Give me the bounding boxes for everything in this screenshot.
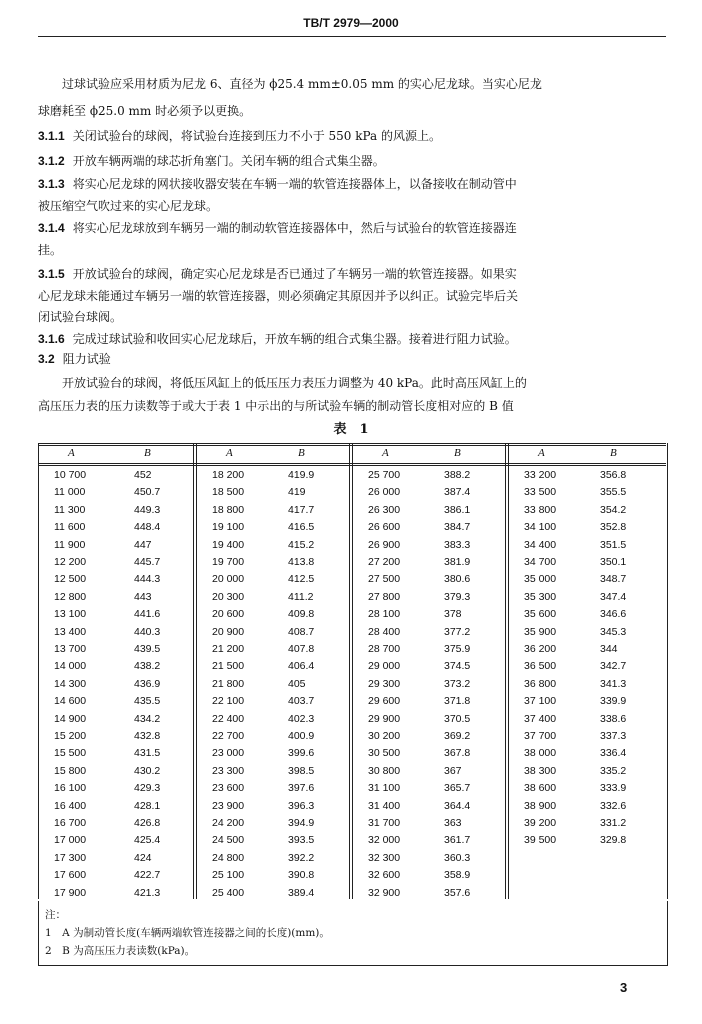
cell-b: 377.2 (444, 625, 471, 638)
cell-b: 416.5 (288, 521, 315, 534)
cell-b: 357.6 (444, 886, 471, 899)
paragraph-line-p4b (38, 242, 62, 258)
paragraph-text: 心尼龙球未能通过车辆另一端的软管连接器，则必须确定其原因并予以纠正。试验完毕后关 (38, 289, 519, 303)
cell-a: 37 700 (524, 730, 557, 742)
paragraph-line-p7 (38, 351, 111, 367)
cell-b: 406.4 (288, 660, 315, 673)
header-b: B (610, 447, 617, 459)
cell-b: 375.9 (444, 643, 471, 655)
cell-a: 13 100 (54, 608, 87, 621)
paragraph-text: 完成过球试验和收回实心尼龙球后，开放车辆的组合式集尘器。接着进行阻力试验。 (72, 332, 517, 346)
cell-b: 411.2 (288, 590, 314, 603)
cell-a: 16 700 (54, 817, 87, 829)
cell-b: 415.2 (288, 538, 315, 551)
cell-a: 27 500 (368, 573, 401, 586)
paragraph-text: 高压压力表的压力读数等于或大于表 1 中示出的与所试验车辆的制动管长度相对应的 B 值 (38, 399, 514, 413)
cell-b: 425.4 (134, 834, 161, 847)
cell-b: 381.9 (444, 556, 471, 568)
paragraph-line-p0b (38, 103, 251, 119)
clause-number: 3.1.1 (38, 129, 65, 143)
cell-b: 337.3 (600, 730, 627, 742)
cell-b: 332.6 (600, 799, 627, 812)
paragraph-line-p3b (38, 198, 218, 214)
cell-a: 23 300 (212, 764, 245, 777)
cell-a: 10 700 (54, 469, 87, 481)
cell-b: 394.9 (288, 817, 315, 829)
cell-b: 352.8 (600, 521, 627, 534)
cell-b: 397.6 (288, 782, 315, 795)
cell-b: 341.3 (600, 677, 627, 690)
paragraph-text: 被压缩空气吹过来的实心尼龙球。 (38, 199, 219, 213)
table-caption: 表 1 (333, 422, 369, 437)
cell-b: 386.1 (444, 503, 471, 516)
cell-a: 28 400 (368, 625, 401, 638)
cell-b: 399.6 (288, 747, 315, 760)
cell-b: 346.6 (600, 608, 627, 621)
cell-a: 22 400 (212, 712, 245, 725)
cell-a: 38 300 (524, 764, 557, 777)
cell-a: 21 800 (212, 677, 245, 690)
cell-a: 23 900 (212, 799, 245, 812)
cell-b: 371.8 (444, 695, 471, 708)
cell-b: 403.7 (288, 695, 315, 708)
paragraph-line-p2 (38, 153, 385, 169)
cell-b: 435.5 (134, 695, 161, 708)
cell-a: 23 000 (212, 747, 245, 760)
cell-a: 35 600 (524, 608, 557, 621)
cell-a: 38 900 (524, 799, 557, 812)
cell-a: 22 100 (212, 695, 245, 708)
paragraph-text: 开放车辆两端的球芯折角塞门。关闭车辆的组合式集尘器。 (72, 154, 385, 168)
cell-a: 20 600 (212, 608, 245, 621)
cell-a: 26 900 (368, 538, 401, 551)
cell-b: 419.9 (288, 469, 315, 481)
clause-number: 3.1.2 (38, 154, 65, 168)
cell-a: 19 700 (212, 556, 245, 568)
cell-b: 392.2 (288, 851, 315, 864)
cell-a: 18 200 (212, 469, 245, 481)
cell-a: 24 500 (212, 834, 245, 847)
cell-b: 351.5 (600, 538, 627, 551)
cell-b: 429.3 (134, 782, 161, 795)
cell-a: 15 800 (54, 764, 87, 777)
cell-a: 13 700 (54, 643, 87, 655)
cell-a: 20 900 (212, 625, 245, 638)
cell-a: 29 000 (368, 660, 401, 673)
cell-b: 361.7 (444, 834, 471, 847)
cell-a: 11 600 (54, 521, 86, 534)
cell-b: 331.2 (600, 817, 627, 829)
cell-b: 424 (134, 851, 152, 864)
cell-b: 364.4 (444, 799, 471, 812)
cell-a: 29 900 (368, 712, 401, 725)
cell-a: 32 600 (368, 869, 401, 882)
table-rule (38, 445, 666, 446)
cell-b: 452 (134, 469, 152, 481)
table-rule (38, 465, 666, 466)
cell-b: 430.2 (134, 764, 161, 777)
cell-b: 358.9 (444, 869, 471, 882)
cell-a: 21 200 (212, 643, 245, 655)
cell-a: 19 100 (212, 521, 245, 534)
cell-a: 37 400 (524, 712, 557, 725)
table-1 (38, 443, 666, 966)
cell-b: 438.2 (134, 660, 161, 673)
cell-a: 30 500 (368, 747, 401, 760)
paragraph-text: 关闭试验台的球阀，将试验台连接到压力不小于 550 kPa 的风源上。 (72, 129, 442, 143)
cell-a: 32 900 (368, 886, 401, 899)
cell-b: 402.3 (288, 712, 315, 725)
cell-a: 30 800 (368, 764, 401, 777)
header-a: A (382, 447, 389, 459)
cell-b: 439.5 (134, 643, 161, 655)
clause-number: 3.1.6 (38, 332, 65, 346)
cell-b: 387.4 (444, 486, 471, 499)
cell-a: 35 900 (524, 625, 557, 638)
cell-b: 405 (288, 677, 306, 690)
cell-a: 19 400 (212, 538, 245, 551)
cell-a: 11 000 (54, 486, 86, 499)
header-b: B (144, 447, 151, 459)
cell-b: 396.3 (288, 799, 315, 812)
cell-b: 409.8 (288, 608, 315, 621)
cell-b: 338.6 (600, 712, 627, 725)
clause-number: 3.1.5 (38, 267, 65, 281)
cell-a: 29 300 (368, 677, 401, 690)
clause-number: 3.2 (38, 352, 55, 366)
cell-b: 383.3 (444, 538, 471, 551)
cell-b: 367 (444, 764, 462, 777)
cell-a: 26 000 (368, 486, 401, 499)
cell-a: 36 500 (524, 660, 557, 673)
cell-b: 370.5 (444, 712, 471, 725)
cell-b: 345.3 (600, 625, 627, 638)
cell-b: 354.2 (600, 503, 627, 516)
table-rule (38, 463, 666, 464)
header-a: A (226, 447, 233, 459)
cell-b: 419 (288, 486, 306, 499)
cell-b: 373.2 (444, 677, 471, 690)
cell-a: 31 400 (368, 799, 401, 812)
cell-a: 24 800 (212, 851, 245, 864)
cell-a: 14 600 (54, 695, 87, 708)
cell-b: 440.3 (134, 625, 161, 638)
cell-a: 18 500 (212, 486, 245, 499)
cell-b: 441.6 (134, 608, 161, 621)
cell-a: 31 100 (368, 782, 401, 795)
notes-title: 注： (45, 909, 66, 921)
cell-a: 16 100 (54, 782, 87, 795)
cell-a: 17 300 (54, 851, 87, 864)
cell-a: 14 000 (54, 660, 87, 673)
cell-a: 33 800 (524, 503, 557, 516)
paragraph-line-p5b (38, 288, 518, 304)
cell-b: 443 (134, 590, 152, 603)
cell-a: 36 200 (524, 643, 557, 655)
cell-a: 38 600 (524, 782, 557, 795)
cell-b: 344 (600, 643, 618, 655)
cell-b: 444.3 (134, 573, 161, 586)
cell-a: 36 800 (524, 677, 557, 690)
paragraph-text: 将实心尼龙球的网状接收器安装在车辆一端的软管连接器体上，以备接收在制动管中 (72, 177, 517, 191)
cell-b: 342.7 (600, 660, 627, 673)
cell-a: 21 500 (212, 660, 245, 673)
cell-a: 33 200 (524, 469, 557, 481)
header-a: A (538, 447, 545, 459)
cell-b: 393.5 (288, 834, 315, 847)
paragraph-text: 开放试验台的球阀，确定实心尼龙球是否已通过了车辆另一端的软管连接器。如果实 (72, 267, 517, 281)
header-b: B (298, 447, 305, 459)
paragraph-text: 阻力试验 (62, 352, 111, 366)
header-b: B (454, 447, 461, 459)
cell-a: 24 200 (212, 817, 245, 829)
cell-a: 13 400 (54, 625, 87, 638)
cell-a: 11 900 (54, 538, 86, 551)
cell-b: 390.8 (288, 869, 315, 882)
paragraph-line-p6 (38, 331, 517, 347)
cell-a: 23 600 (212, 782, 245, 795)
cell-a: 27 800 (368, 590, 401, 603)
clause-number: 3.1.3 (38, 177, 65, 191)
cell-b: 398.5 (288, 764, 315, 777)
paragraph-line-p8a (38, 375, 527, 391)
paragraph-line-p4a (38, 220, 517, 236)
paragraph-text: 挂。 (38, 243, 63, 257)
cell-b: 400.9 (288, 730, 315, 742)
cell-b: 447 (134, 538, 152, 551)
paragraph-line-p0a (38, 76, 542, 92)
cell-a: 26 600 (368, 521, 401, 534)
cell-a: 28 100 (368, 608, 401, 621)
cell-a: 32 000 (368, 834, 401, 847)
cell-b: 428.1 (134, 799, 161, 812)
cell-b: 348.7 (600, 573, 627, 586)
cell-b: 336.4 (600, 747, 627, 760)
cell-b: 356.8 (600, 469, 627, 481)
cell-b: 380.6 (444, 573, 471, 586)
cell-b: 379.3 (444, 590, 471, 603)
cell-a: 20 000 (212, 573, 245, 586)
cell-a: 39 500 (524, 834, 557, 847)
cell-b: 432.8 (134, 730, 161, 742)
table-rule (38, 443, 666, 444)
cell-a: 25 400 (212, 886, 245, 899)
cell-a: 35 300 (524, 590, 557, 603)
cell-b: 422.7 (134, 869, 161, 882)
cell-a: 11 300 (54, 503, 86, 516)
cell-a: 22 700 (212, 730, 245, 742)
cell-b: 363 (444, 817, 462, 829)
cell-b: 408.7 (288, 625, 315, 638)
cell-a: 16 400 (54, 799, 87, 812)
cell-a: 20 300 (212, 590, 245, 603)
cell-b: 374.5 (444, 660, 471, 673)
cell-b: 421.3 (134, 886, 161, 899)
cell-b: 417.7 (288, 503, 315, 516)
cell-b: 369.2 (444, 730, 471, 742)
cell-b: 388.2 (444, 469, 471, 481)
cell-b: 448.4 (134, 521, 161, 534)
cell-b: 449.3 (134, 503, 161, 516)
cell-b: 412.5 (288, 573, 315, 586)
cell-a: 30 200 (368, 730, 401, 742)
cell-b: 378 (444, 608, 462, 621)
cell-a: 34 400 (524, 538, 557, 551)
cell-a: 12 800 (54, 590, 87, 603)
cell-b: 333.9 (600, 782, 627, 795)
cell-a: 28 700 (368, 643, 401, 655)
cell-a: 18 800 (212, 503, 245, 516)
cell-b: 384.7 (444, 521, 471, 534)
cell-a: 17 900 (54, 886, 87, 899)
paragraph-text: 将实心尼龙球放到车辆另一端的制动软管连接器体中，然后与试验台的软管连接器连 (72, 221, 517, 235)
cell-b: 445.7 (134, 556, 161, 568)
cell-b: 407.8 (288, 643, 315, 655)
cell-b: 350.1 (600, 556, 627, 568)
cell-b: 335.2 (600, 764, 627, 777)
cell-b: 431.5 (134, 747, 161, 760)
cell-b: 347.4 (600, 590, 627, 603)
cell-b: 329.8 (600, 834, 627, 847)
cell-a: 32 300 (368, 851, 401, 864)
cell-b: 389.4 (288, 886, 315, 899)
cell-a: 14 900 (54, 712, 87, 725)
paragraph-line-p5a (38, 266, 517, 282)
cell-a: 27 200 (368, 556, 401, 568)
cell-a: 25 100 (212, 869, 245, 882)
cell-a: 12 200 (54, 556, 87, 568)
cell-a: 35 000 (524, 573, 557, 586)
cell-b: 367.8 (444, 747, 471, 760)
cell-b: 426.8 (134, 817, 161, 829)
cell-a: 29 600 (368, 695, 401, 708)
cell-a: 17 600 (54, 869, 87, 882)
cell-b: 339.9 (600, 695, 627, 708)
page-number: 3 (620, 980, 628, 995)
cell-a: 14 300 (54, 677, 87, 690)
paragraph-line-p8b (38, 398, 514, 414)
cell-a: 15 200 (54, 730, 87, 742)
paragraph-line-p1 (38, 128, 441, 144)
cell-a: 12 500 (54, 573, 87, 586)
paragraph-line-p3a (38, 176, 517, 192)
paragraph-line-p5c (38, 309, 122, 325)
note-1: 1 A 为制动管长度(车辆两端软管连接器之间的长度)(mm)。 (45, 927, 330, 939)
cell-a: 39 200 (524, 817, 557, 829)
cell-a: 26 300 (368, 503, 401, 516)
cell-b: 450.7 (134, 486, 161, 499)
table-notes (38, 901, 668, 966)
cell-b: 436.9 (134, 677, 161, 690)
clause-number: 3.1.4 (38, 221, 65, 235)
header-a: A (68, 447, 75, 459)
cell-b: 365.7 (444, 782, 471, 795)
paragraph-text: 闭试验台球阀。 (38, 310, 123, 324)
cell-a: 38 000 (524, 747, 557, 760)
cell-b: 360.3 (444, 851, 471, 864)
cell-b: 355.5 (600, 486, 627, 499)
cell-a: 15 500 (54, 747, 87, 760)
document-header: TB/T 2979—2000 (303, 16, 399, 30)
cell-a: 33 500 (524, 486, 557, 499)
cell-a: 25 700 (368, 469, 401, 481)
cell-a: 17 000 (54, 834, 87, 847)
header-rule (38, 36, 666, 37)
paragraph-text: 开放试验台的球阀，将低压风缸上的低压压力表压力调整为 40 kPa。此时高压风缸上的 (38, 376, 527, 390)
cell-a: 34 700 (524, 556, 557, 568)
paragraph-text: 球磨耗至 ϕ25.0 mm 时必须予以更换。 (38, 104, 252, 118)
cell-a: 34 100 (524, 521, 557, 534)
cell-b: 413.8 (288, 556, 315, 568)
note-2: 2 B 为高压压力表读数(kPa)。 (45, 945, 196, 957)
paragraph-text: 过球试验应采用材质为尼龙 6、直径为 ϕ25.4 mm±0.05 mm 的实心尼龙球。当实心尼龙 (38, 77, 542, 91)
cell-a: 31 700 (368, 817, 401, 829)
cell-a: 37 100 (524, 695, 557, 708)
cell-b: 434.2 (134, 712, 161, 725)
